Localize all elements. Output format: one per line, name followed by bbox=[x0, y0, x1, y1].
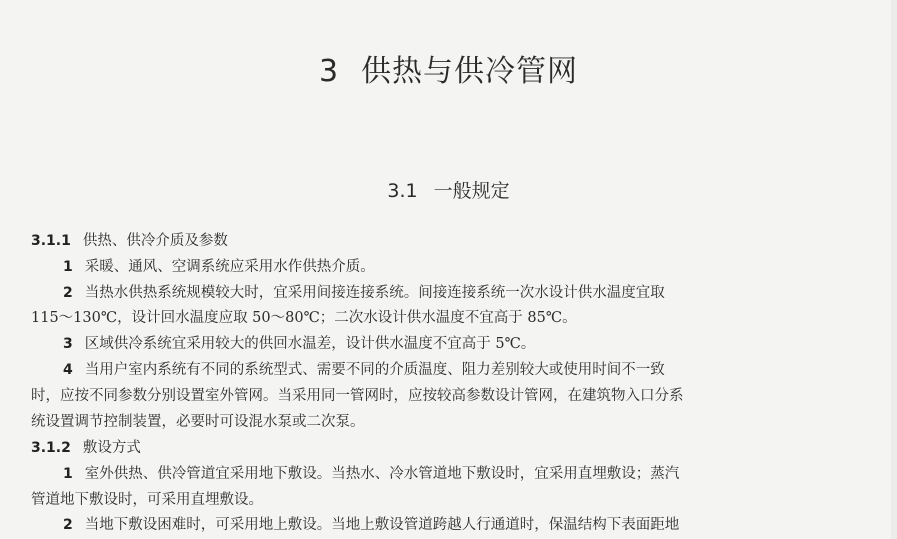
page-edge-shadow bbox=[891, 0, 897, 539]
clause-title: 供热、供冷介质及参数 bbox=[82, 233, 228, 249]
item-number: 3 bbox=[63, 336, 73, 352]
chapter-number: 3 bbox=[318, 54, 340, 89]
section-number: 3.1 bbox=[387, 180, 418, 202]
item-number: 2 bbox=[63, 285, 73, 301]
item-continuation: 管道地下敷设时，可采用直埋敷设。 bbox=[31, 492, 263, 508]
item-text: 采暖、通风、空调系统应采用水作供热介质。 bbox=[84, 259, 375, 275]
item-text: 当地下敷设困难时，可采用地上敷设。当地上敷设管道跨越人行通道时，保温结构下表面距地 bbox=[84, 517, 680, 533]
item-paragraph bbox=[63, 516, 679, 534]
clause-number: 3.1.2 bbox=[31, 440, 71, 456]
clause-heading bbox=[31, 439, 141, 457]
item-text: 室外供热、供冷管道宜采用地下敷设。当热水、冷水管道地下敷设时，宜采用直埋敷设；蒸汽 bbox=[84, 466, 680, 482]
item-continuation: 统设置调节控制装置，必要时可设混水泵或二次泵。 bbox=[31, 414, 365, 430]
item-number: 4 bbox=[63, 362, 73, 378]
clause-number: 3.1.1 bbox=[31, 233, 71, 249]
item-paragraph bbox=[63, 361, 665, 379]
item-text: 区域供冷系统宜采用较大的供回水温差，设计供水温度不宜高于 5℃。 bbox=[84, 336, 536, 352]
item-paragraph bbox=[63, 465, 679, 483]
item-continuation: 115～130℃，设计回水温度应取 50～80℃；二次水设计供水温度不宜高于 85℃。 bbox=[31, 310, 577, 326]
item-number: 1 bbox=[63, 259, 73, 275]
item-continuation: 时，应按不同参数分别设置室外管网。当采用同一管网时，应按较高参数设计管网，在建筑物入口分系 bbox=[31, 388, 684, 404]
item-paragraph bbox=[63, 258, 375, 276]
chapter-heading: 供热与供冷管网 bbox=[361, 54, 579, 89]
item-text: 当热水供热系统规模较大时，宜采用间接连接系统。间接连接系统一次水设计供水温度宜取 bbox=[84, 285, 665, 301]
chapter-title bbox=[0, 46, 897, 90]
item-number: 2 bbox=[63, 517, 73, 533]
item-paragraph bbox=[63, 335, 535, 353]
item-paragraph bbox=[63, 284, 665, 302]
section-title bbox=[0, 176, 897, 203]
item-text: 当用户室内系统有不同的系统型式、需要不同的介质温度、阻力差别较大或使用时间不一致 bbox=[84, 362, 665, 378]
clause-heading bbox=[31, 232, 228, 250]
item-number: 1 bbox=[63, 466, 73, 482]
clause-title: 敷设方式 bbox=[82, 440, 141, 456]
section-heading: 一般规定 bbox=[433, 180, 510, 202]
